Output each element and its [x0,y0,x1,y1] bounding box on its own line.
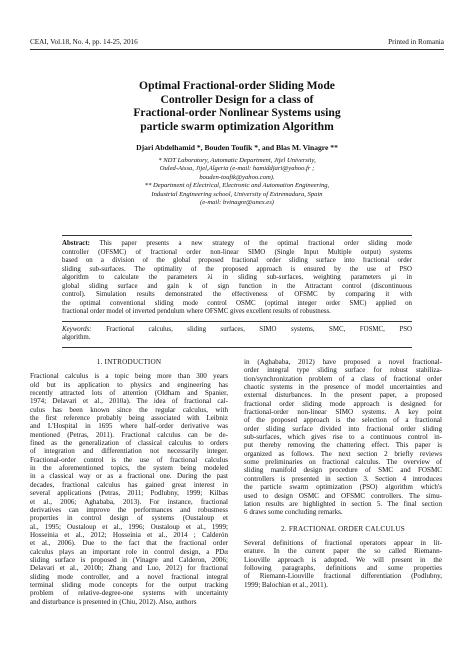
title-line: Controller Design for a class of [160,92,314,106]
abstract-line: based on a division of the global proposed fractional order sliding surface into fractional order [62,257,412,265]
text-line: 1999; Balochian et al., 2011). [244,580,328,589]
keywords-label: Keywords: [62,325,92,333]
text-line: in the aforementioned topics, the system being modeled [30,464,228,473]
introduction-body-continued [244,358,442,517]
affiliation-line: Industrial Engineering school, University of Extremadura, Spain [151,190,323,198]
section-heading-fractional-calculus: 2. FRACTIONAL ORDER CALCULUS [281,524,405,533]
fractional-calculus-body [244,539,442,589]
affiliation-line: * NDT Laboratory, Automatic Department, Jijel University, [158,157,316,164]
text-line: order integral type sliding surface for robust stabiliza- [244,366,442,375]
text-line: organized as follows. The next section 2 briefly reviews [244,449,442,458]
left-column [30,358,228,606]
text-line: calculus plays an important role in control design, a PDα [30,547,228,556]
text-line: problem of relative-degree-one systems with uncertainty [30,589,228,598]
abstract-line: fractional order model of inverted pendulum where OFSMC gives excellent results of robustness. [62,308,331,316]
text-line: tion/synchronization problem of a class of fractional order [244,374,442,383]
affiliation-line: ** Department of Electrical, Electronic and Automation Engineering, [144,182,330,190]
text-line: derivatives can improve the performances and robustness [30,505,228,514]
text-line: sliding surface is proposed in (Vinagre and Calderon, 2006; [30,555,228,564]
text-line: et al., 2006; Aghababa, 2013). For instance, fractional [30,497,228,506]
text-line: old but its application to physics and engineering has [30,380,228,389]
text-line: 6 draws some concluding remarks. [244,508,343,517]
text-line: in a classical way or as a fractional one. During the past [30,472,228,481]
section-gap [244,517,442,525]
text-line: of Riemann-Liouville fractional differentiation (Podlubny, [244,572,442,581]
text-line: external disturbances. In the present paper, a proposed [244,391,442,400]
text-line: chaotic systems in the presence of model uncertainties and [244,383,442,392]
abstract-line: controller (OFSMC) of fractional order non-linear SIMO (Single Input Multiple output) systems [62,248,412,256]
text-line: recently attracted lots of attention (Oldham and Spanier, [30,389,228,398]
paper-title [60,79,414,133]
text-line: Liouville approach is adopted. We will present in the [244,555,442,564]
running-header [30,38,444,46]
text-line: sliding mode controller, and a novel fractional integral [30,572,228,581]
abstract-line: global sliding surface and gain k of sign function in the Attractant control (discontinuous [62,282,412,290]
abstract-line-text: This paper presents a new strategy of the optimal fractional order sliding mode [89,240,412,247]
text-line: controllers is presented in section 3. Section 4 introduces [244,474,442,483]
text-line: 1974; Delavari et al., 2010a). The idea of fractional cal- [30,397,228,406]
text-line: some preliminaries on fractional calculus. The overview of [244,458,442,467]
text-line: Fractional-order control is the use of fractional calculus [30,455,228,464]
keywords [62,321,412,343]
keywords-line [62,326,412,335]
keywords-line: algorithm. [62,334,91,342]
text-line: sliding manifold design procedure of SMC and FOSMC [244,466,442,475]
abstract-line: the optimal conventional sliding mode control OSMC (optimal integer order SMC) applied on [62,299,412,307]
text-line: Delavari et al., 2010b; Zhang and Luo, 2012) for fractional [30,564,228,573]
keywords-text: Fractional calculus, sliding surfaces, SIMO systems, SMC, FOSMC, PSO [91,325,412,333]
text-line: Several definitions of fractional operators appear in lit- [244,538,442,547]
text-line: erature. In the current paper the so called Riemann- [244,547,442,556]
text-line: al., 1995; Oustaloup et al., 1996; Oustaloup et al., 1999; [30,522,228,531]
text-line: sub-surfaces, which gives rise to a continuous control in- [244,433,442,442]
text-line: of integration and differentiation not necessarily integer. [30,447,228,456]
abstract-line [62,240,412,249]
title-line: particle swarm optimization Algorithm [140,119,334,133]
abstract-line: control). Simulation results demonstrated the effectiveness of OFSMC by comparing it with [62,291,412,299]
abstract-box [62,235,412,348]
section-heading-introduction: 1. INTRODUCTION [96,358,162,366]
text-line: properties in control design of systems (Oustaloup et [30,514,228,523]
text-line: put thereby removing the chattering effect. This paper is [244,441,442,450]
affiliation-line: bouden-toufik@yahoo.com). [199,173,275,181]
text-line: order sliding surface divided into fractional order sliding [244,424,442,433]
abstract-text [62,240,412,317]
text-line: fined as the generalization of classical calculus to orders [30,439,228,448]
abstract-line: algorithm to calculate the parameters λi in sliding sub-surfaces, weighting parameters μi in [62,274,412,282]
affiliations [80,157,394,207]
text-line: terminal sliding mode concepts for the output tracking [30,580,228,589]
header-rule [30,49,444,50]
text-line: mentioned (Petras, 2011). Fractional calculus can be de- [30,430,228,439]
introduction-body [30,372,228,606]
text-line: used to design OSMC and OFSMC controllers. The simu- [244,491,442,500]
text-line: several applications (Petras, 2011; Podlubny, 1999; Kilbas [30,489,228,498]
author-list: Djari Abdelhamid *, Bouden Toufik *, and Blas M. Vinagre ** [136,143,338,152]
text-line: fractional order sliding mode approach is designed for [244,399,442,408]
text-line: and L'Hospital in 1695 where half-order derivative was [30,422,228,431]
text-line: following paragraphs, definitions and some properties [244,563,442,572]
text-line: fractional-order non-linear SIMO systems. A key point [244,408,442,417]
text-line: Fractional calculus is a topic being more than 300 years [30,372,228,381]
title-line: Optimal Fractional-order Sliding Mode [139,79,335,92]
text-line: culus has been known since the regular calculus, with [30,405,228,414]
text-line: decades, fractional calculus has gained great interest in [30,480,228,489]
text-line: et al., 2006). Due to the fact that the fractional order [30,539,228,548]
journal-citation: CEAI, Vol.18, No. 4, pp. 14-25, 2016 [30,38,138,46]
affiliation-line: (e-mail: bvinagre@unex.es) [200,199,274,207]
abstract-line: sliding sub-surfaces. The optimality of the proposed approach is ensured by the use of PSO [62,265,412,273]
text-line: the first reference probably being associated with Leibniz [30,414,228,423]
abstract-label: Abstract: [62,240,90,247]
text-line: Hosseinia et al., 2012; Hosseinia et al., 2014 ; Calderón [30,530,228,539]
affiliation-line: Ouled-Aissa, Jijel,Algeria (e-mail: hamiddjari@yahoo.fr ; [159,165,315,173]
title-line: Fractional-order Nonlinear Systems using [133,106,341,120]
text-line: lation results are highlighted in section 5. The final section [244,499,442,508]
text-line: the particle swarm optimization (PSO) algorithm which's [244,483,442,492]
text-line: of the proposed approach is the selection of a fractional [244,416,442,425]
printed-in: Printed in Romania [388,38,444,46]
right-column [244,358,442,589]
text-line: and disturbance is presented in (Chiu, 2012). Also, authors [30,597,197,606]
text-line: in (Aghababa, 2012) have proposed a novel fractional- [244,358,442,366]
